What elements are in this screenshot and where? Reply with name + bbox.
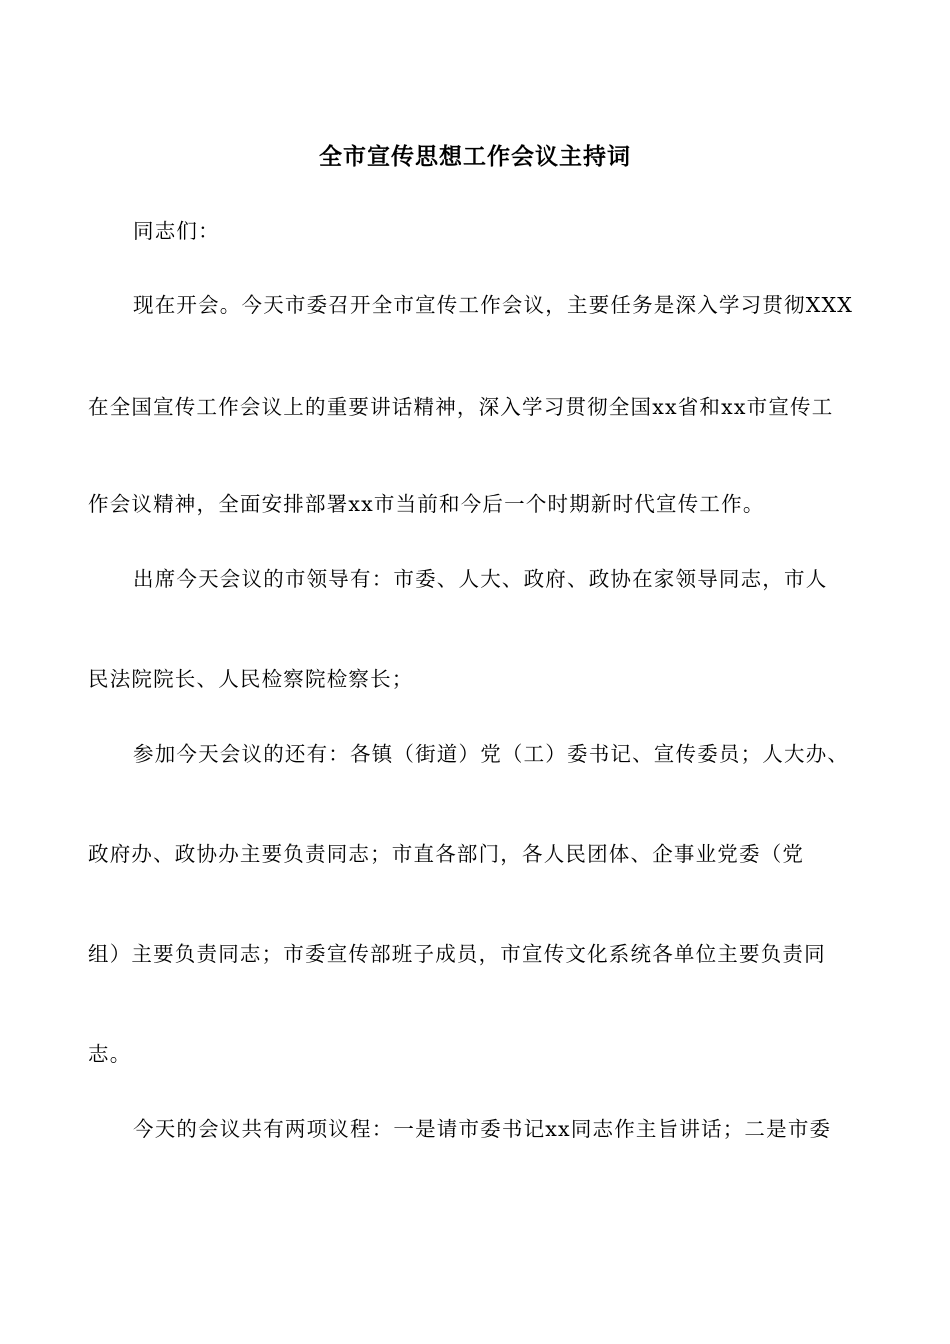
paragraph-line: 志。 bbox=[88, 1042, 132, 1066]
paragraph-line: 今天的会议共有两项议程：一是请市委书记xx同志作主旨讲话；二是市委 bbox=[133, 1117, 832, 1141]
paragraph-line: 组）主要负责同志；市委宣传部班子成员，市宣传文化系统各单位主要负责同 bbox=[88, 942, 826, 966]
paragraph-line: 民法院院长、人民检察院检察长； bbox=[88, 667, 414, 691]
paragraph-line: 参加今天会议的还有：各镇（街道）党（工）委书记、宣传委员；人大办、 bbox=[133, 742, 850, 766]
paragraph-line: 在全国宣传工作会议上的重要讲话精神，深入学习贯彻全国xx省和xx市宣传工 bbox=[88, 395, 834, 419]
paragraph-line: 出席今天会议的市领导有：市委、人大、政府、政协在家领导同志，市人 bbox=[133, 567, 828, 591]
salutation: 同志们： bbox=[133, 219, 220, 243]
paragraph-line: 作会议精神，全面安排部署xx市当前和今后一个时期新时代宣传工作。 bbox=[88, 492, 765, 516]
paragraph-line: 现在开会。今天市委召开全市宣传工作会议，主要任务是深入学习贯彻XXX bbox=[133, 293, 854, 317]
document-title: 全市宣传思想工作会议主持词 bbox=[319, 143, 631, 170]
paragraph-line: 政府办、政协办主要负责同志；市直各部门，各人民团体、企事业党委（党 bbox=[88, 842, 805, 866]
